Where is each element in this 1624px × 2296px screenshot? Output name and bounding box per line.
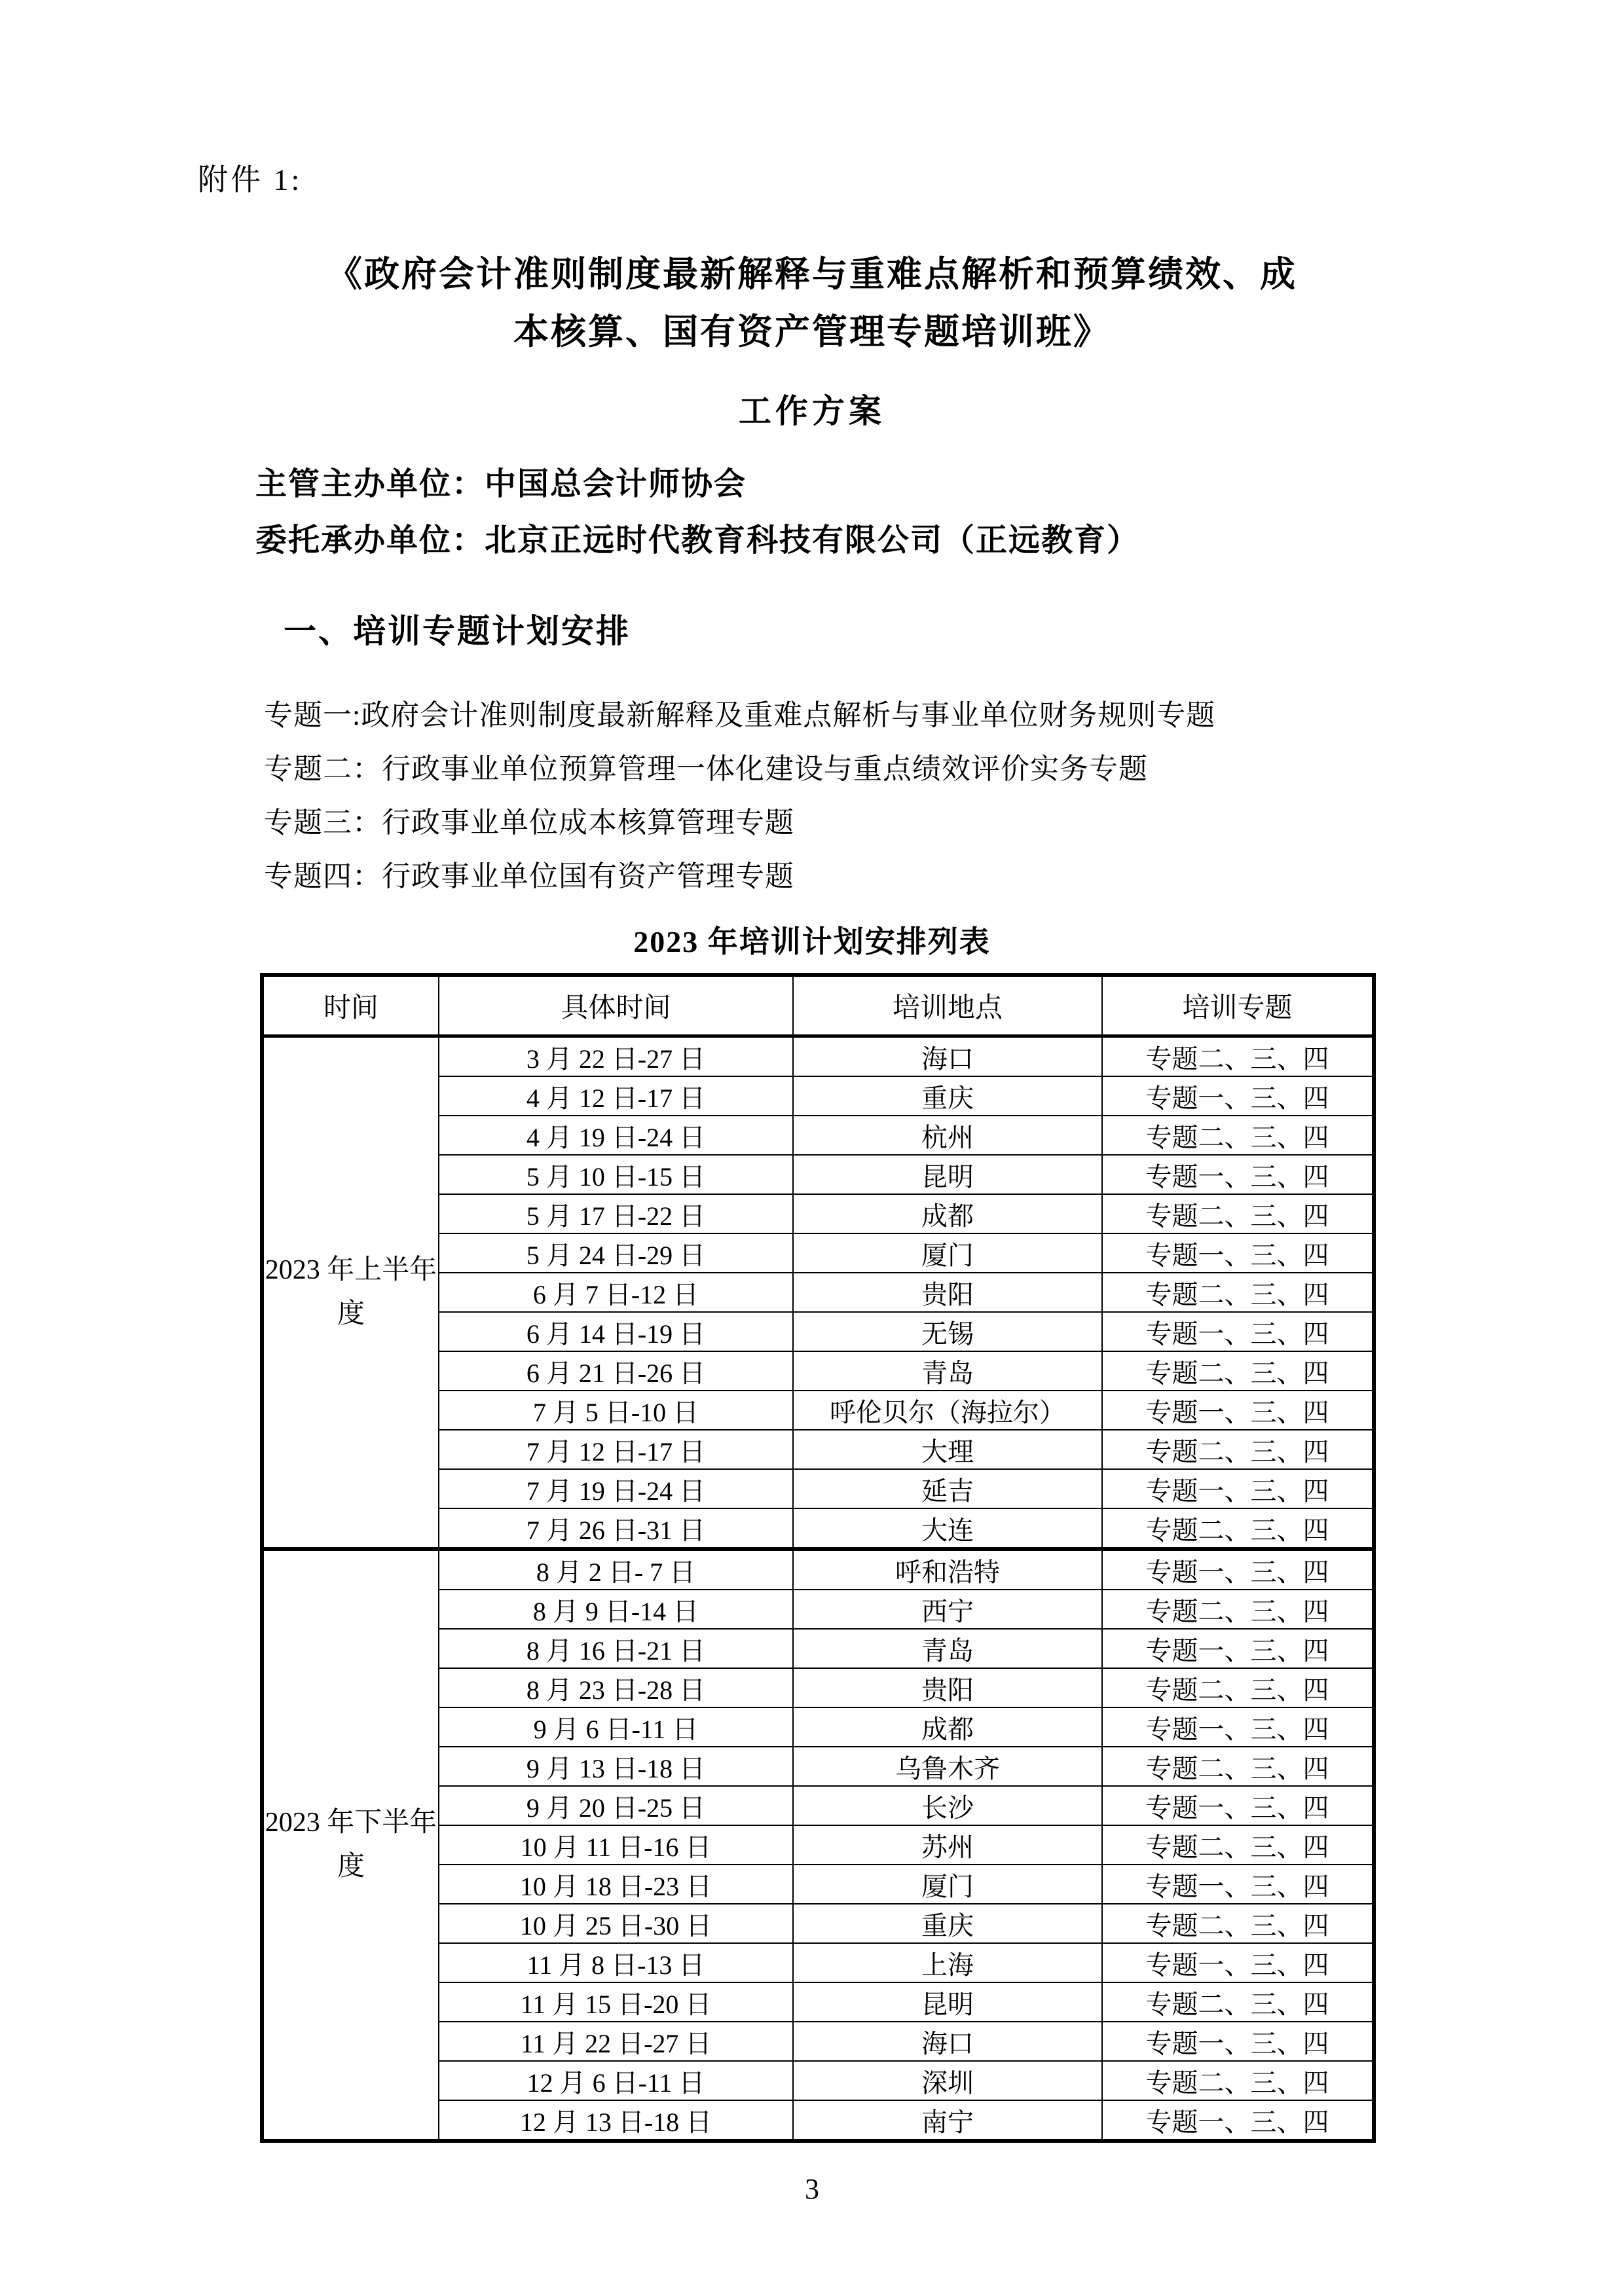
cell-date: 9 月 20 日-25 日 — [439, 1786, 793, 1825]
header-topic: 培训专题 — [1102, 975, 1374, 1036]
table-header-row — [262, 975, 1374, 1036]
cell-location: 青岛 — [793, 1351, 1102, 1391]
cell-location: 厦门 — [793, 1233, 1102, 1273]
cell-period-h2: 2023 年下半年度 — [262, 1549, 439, 2141]
cell-location: 贵阳 — [793, 1273, 1102, 1312]
cell-period-h1: 2023 年上半年度 — [262, 1036, 439, 1550]
cell-topics: 专题一、三、四 — [1102, 1155, 1374, 1194]
cell-topics: 专题二、三、四 — [1102, 1825, 1374, 1865]
page-number: 3 — [805, 2173, 819, 2205]
cell-location: 重庆 — [793, 1076, 1102, 1116]
cell-date: 5 月 17 日-22 日 — [439, 1194, 793, 1233]
cell-date: 10 月 25 日-30 日 — [439, 1904, 793, 1943]
cell-location: 长沙 — [793, 1786, 1102, 1825]
cell-topics: 专题二、三、四 — [1102, 1036, 1374, 1077]
cell-date: 6 月 14 日-19 日 — [439, 1312, 793, 1351]
topic-item-1: 专题一:政府会计准则制度最新解释及重难点解析与事业单位财务规则专题 — [264, 699, 1216, 731]
cell-location: 成都 — [793, 1707, 1102, 1747]
cell-location: 无锡 — [793, 1312, 1102, 1351]
cell-date: 12 月 6 日-11 日 — [439, 2061, 793, 2100]
doc-title-line2: 本核算、国有资产管理专题培训班》 — [513, 312, 1111, 352]
cell-location: 西宁 — [793, 1590, 1102, 1629]
cell-topics: 专题二、三、四 — [1102, 1351, 1374, 1391]
schedule-table — [260, 973, 1376, 2143]
cell-topics: 专题二、三、四 — [1102, 1904, 1374, 1943]
cell-date: 7 月 12 日-17 日 — [439, 1430, 793, 1469]
cell-date: 11 月 15 日-20 日 — [439, 1982, 793, 2022]
cell-topics: 专题一、三、四 — [1102, 1233, 1374, 1273]
cell-location: 延吉 — [793, 1469, 1102, 1508]
cell-date: 11 月 22 日-27 日 — [439, 2022, 793, 2061]
cell-location: 海口 — [793, 2022, 1102, 2061]
table-title: 2023 年培训计划安排列表 — [633, 925, 991, 958]
cell-date: 8 月 2 日- 7 日 — [439, 1549, 793, 1590]
cell-date: 6 月 7 日-12 日 — [439, 1273, 793, 1312]
cell-location: 重庆 — [793, 1904, 1102, 1943]
cell-topics: 专题一、三、四 — [1102, 1312, 1374, 1351]
cell-location: 乌鲁木齐 — [793, 1747, 1102, 1786]
topic-item-4: 专题四：行政事业单位国有资产管理专题 — [264, 860, 794, 892]
cell-location: 呼和浩特 — [793, 1549, 1102, 1590]
organizer-undertaker-line: 委托承办单位：北京正远时代教育科技有限公司（正远教育） — [255, 523, 1140, 558]
cell-date: 4 月 12 日-17 日 — [439, 1076, 793, 1116]
cell-date: 8 月 16 日-21 日 — [439, 1629, 793, 1668]
cell-location: 大连 — [793, 1508, 1102, 1549]
cell-topics: 专题二、三、四 — [1102, 2061, 1374, 2100]
cell-topics: 专题二、三、四 — [1102, 1430, 1374, 1469]
cell-date: 4 月 19 日-24 日 — [439, 1116, 793, 1155]
doc-subtitle: 工作方案 — [739, 393, 885, 429]
cell-topics: 专题一、三、四 — [1102, 1943, 1374, 1982]
cell-date: 10 月 11 日-16 日 — [439, 1825, 793, 1865]
cell-date: 6 月 21 日-26 日 — [439, 1351, 793, 1391]
table-row — [262, 1036, 1374, 1077]
cell-location: 苏州 — [793, 1825, 1102, 1865]
cell-location: 上海 — [793, 1943, 1102, 1982]
cell-topics: 专题二、三、四 — [1102, 1116, 1374, 1155]
cell-topics: 专题二、三、四 — [1102, 1668, 1374, 1707]
cell-location: 贵阳 — [793, 1668, 1102, 1707]
cell-date: 7 月 5 日-10 日 — [439, 1391, 793, 1430]
table-row — [262, 1549, 1374, 1590]
cell-location: 昆明 — [793, 1982, 1102, 2022]
header-time: 时间 — [262, 975, 439, 1036]
cell-date: 9 月 13 日-18 日 — [439, 1747, 793, 1786]
cell-location: 南宁 — [793, 2100, 1102, 2141]
cell-date: 12 月 13 日-18 日 — [439, 2100, 793, 2141]
cell-topics: 专题一、三、四 — [1102, 1629, 1374, 1668]
cell-location: 杭州 — [793, 1116, 1102, 1155]
cell-location: 海口 — [793, 1036, 1102, 1077]
topic-item-2: 专题二：行政事业单位预算管理一体化建设与重点绩效评价实务专题 — [264, 753, 1148, 785]
topic-item-3: 专题三：行政事业单位成本核算管理专题 — [264, 807, 794, 839]
cell-date: 3 月 22 日-27 日 — [439, 1036, 793, 1077]
cell-location: 昆明 — [793, 1155, 1102, 1194]
cell-topics: 专题一、三、四 — [1102, 2022, 1374, 2061]
cell-date: 8 月 9 日-14 日 — [439, 1590, 793, 1629]
cell-date: 5 月 24 日-29 日 — [439, 1233, 793, 1273]
cell-location: 厦门 — [793, 1865, 1102, 1904]
cell-location: 深圳 — [793, 2061, 1102, 2100]
cell-topics: 专题二、三、四 — [1102, 1747, 1374, 1786]
organizer-supervisor-line: 主管主办单位：中国总会计师协会 — [255, 467, 747, 501]
cell-topics: 专题二、三、四 — [1102, 1194, 1374, 1233]
cell-date: 11 月 8 日-13 日 — [439, 1943, 793, 1982]
cell-location: 大理 — [793, 1430, 1102, 1469]
cell-topics: 专题二、三、四 — [1102, 1982, 1374, 2022]
cell-date: 5 月 10 日-15 日 — [439, 1155, 793, 1194]
cell-topics: 专题一、三、四 — [1102, 1549, 1374, 1590]
attachment-label: 附件 1: — [198, 163, 303, 196]
cell-date: 7 月 19 日-24 日 — [439, 1469, 793, 1508]
cell-topics: 专题一、三、四 — [1102, 1076, 1374, 1116]
cell-date: 10 月 18 日-23 日 — [439, 1865, 793, 1904]
cell-topics: 专题一、三、四 — [1102, 1865, 1374, 1904]
cell-topics: 专题二、三、四 — [1102, 1590, 1374, 1629]
cell-topics: 专题二、三、四 — [1102, 1508, 1374, 1549]
section-heading: 一、培训专题计划安排 — [284, 613, 631, 649]
cell-location: 青岛 — [793, 1629, 1102, 1668]
cell-date: 7 月 26 日-31 日 — [439, 1508, 793, 1549]
cell-date: 9 月 6 日-11 日 — [439, 1707, 793, 1747]
cell-date: 8 月 23 日-28 日 — [439, 1668, 793, 1707]
cell-topics: 专题一、三、四 — [1102, 2100, 1374, 2141]
cell-location: 呼伦贝尔（海拉尔） — [793, 1391, 1102, 1430]
header-location: 培训地点 — [793, 975, 1102, 1036]
cell-location: 成都 — [793, 1194, 1102, 1233]
cell-topics: 专题二、三、四 — [1102, 1273, 1374, 1312]
cell-topics: 专题一、三、四 — [1102, 1391, 1374, 1430]
doc-title-line1: 《政府会计准则制度最新解释与重难点解析和预算绩效、成 — [327, 255, 1297, 294]
cell-topics: 专题一、三、四 — [1102, 1786, 1374, 1825]
cell-topics: 专题一、三、四 — [1102, 1707, 1374, 1747]
header-specific-time: 具体时间 — [439, 975, 793, 1036]
cell-topics: 专题一、三、四 — [1102, 1469, 1374, 1508]
